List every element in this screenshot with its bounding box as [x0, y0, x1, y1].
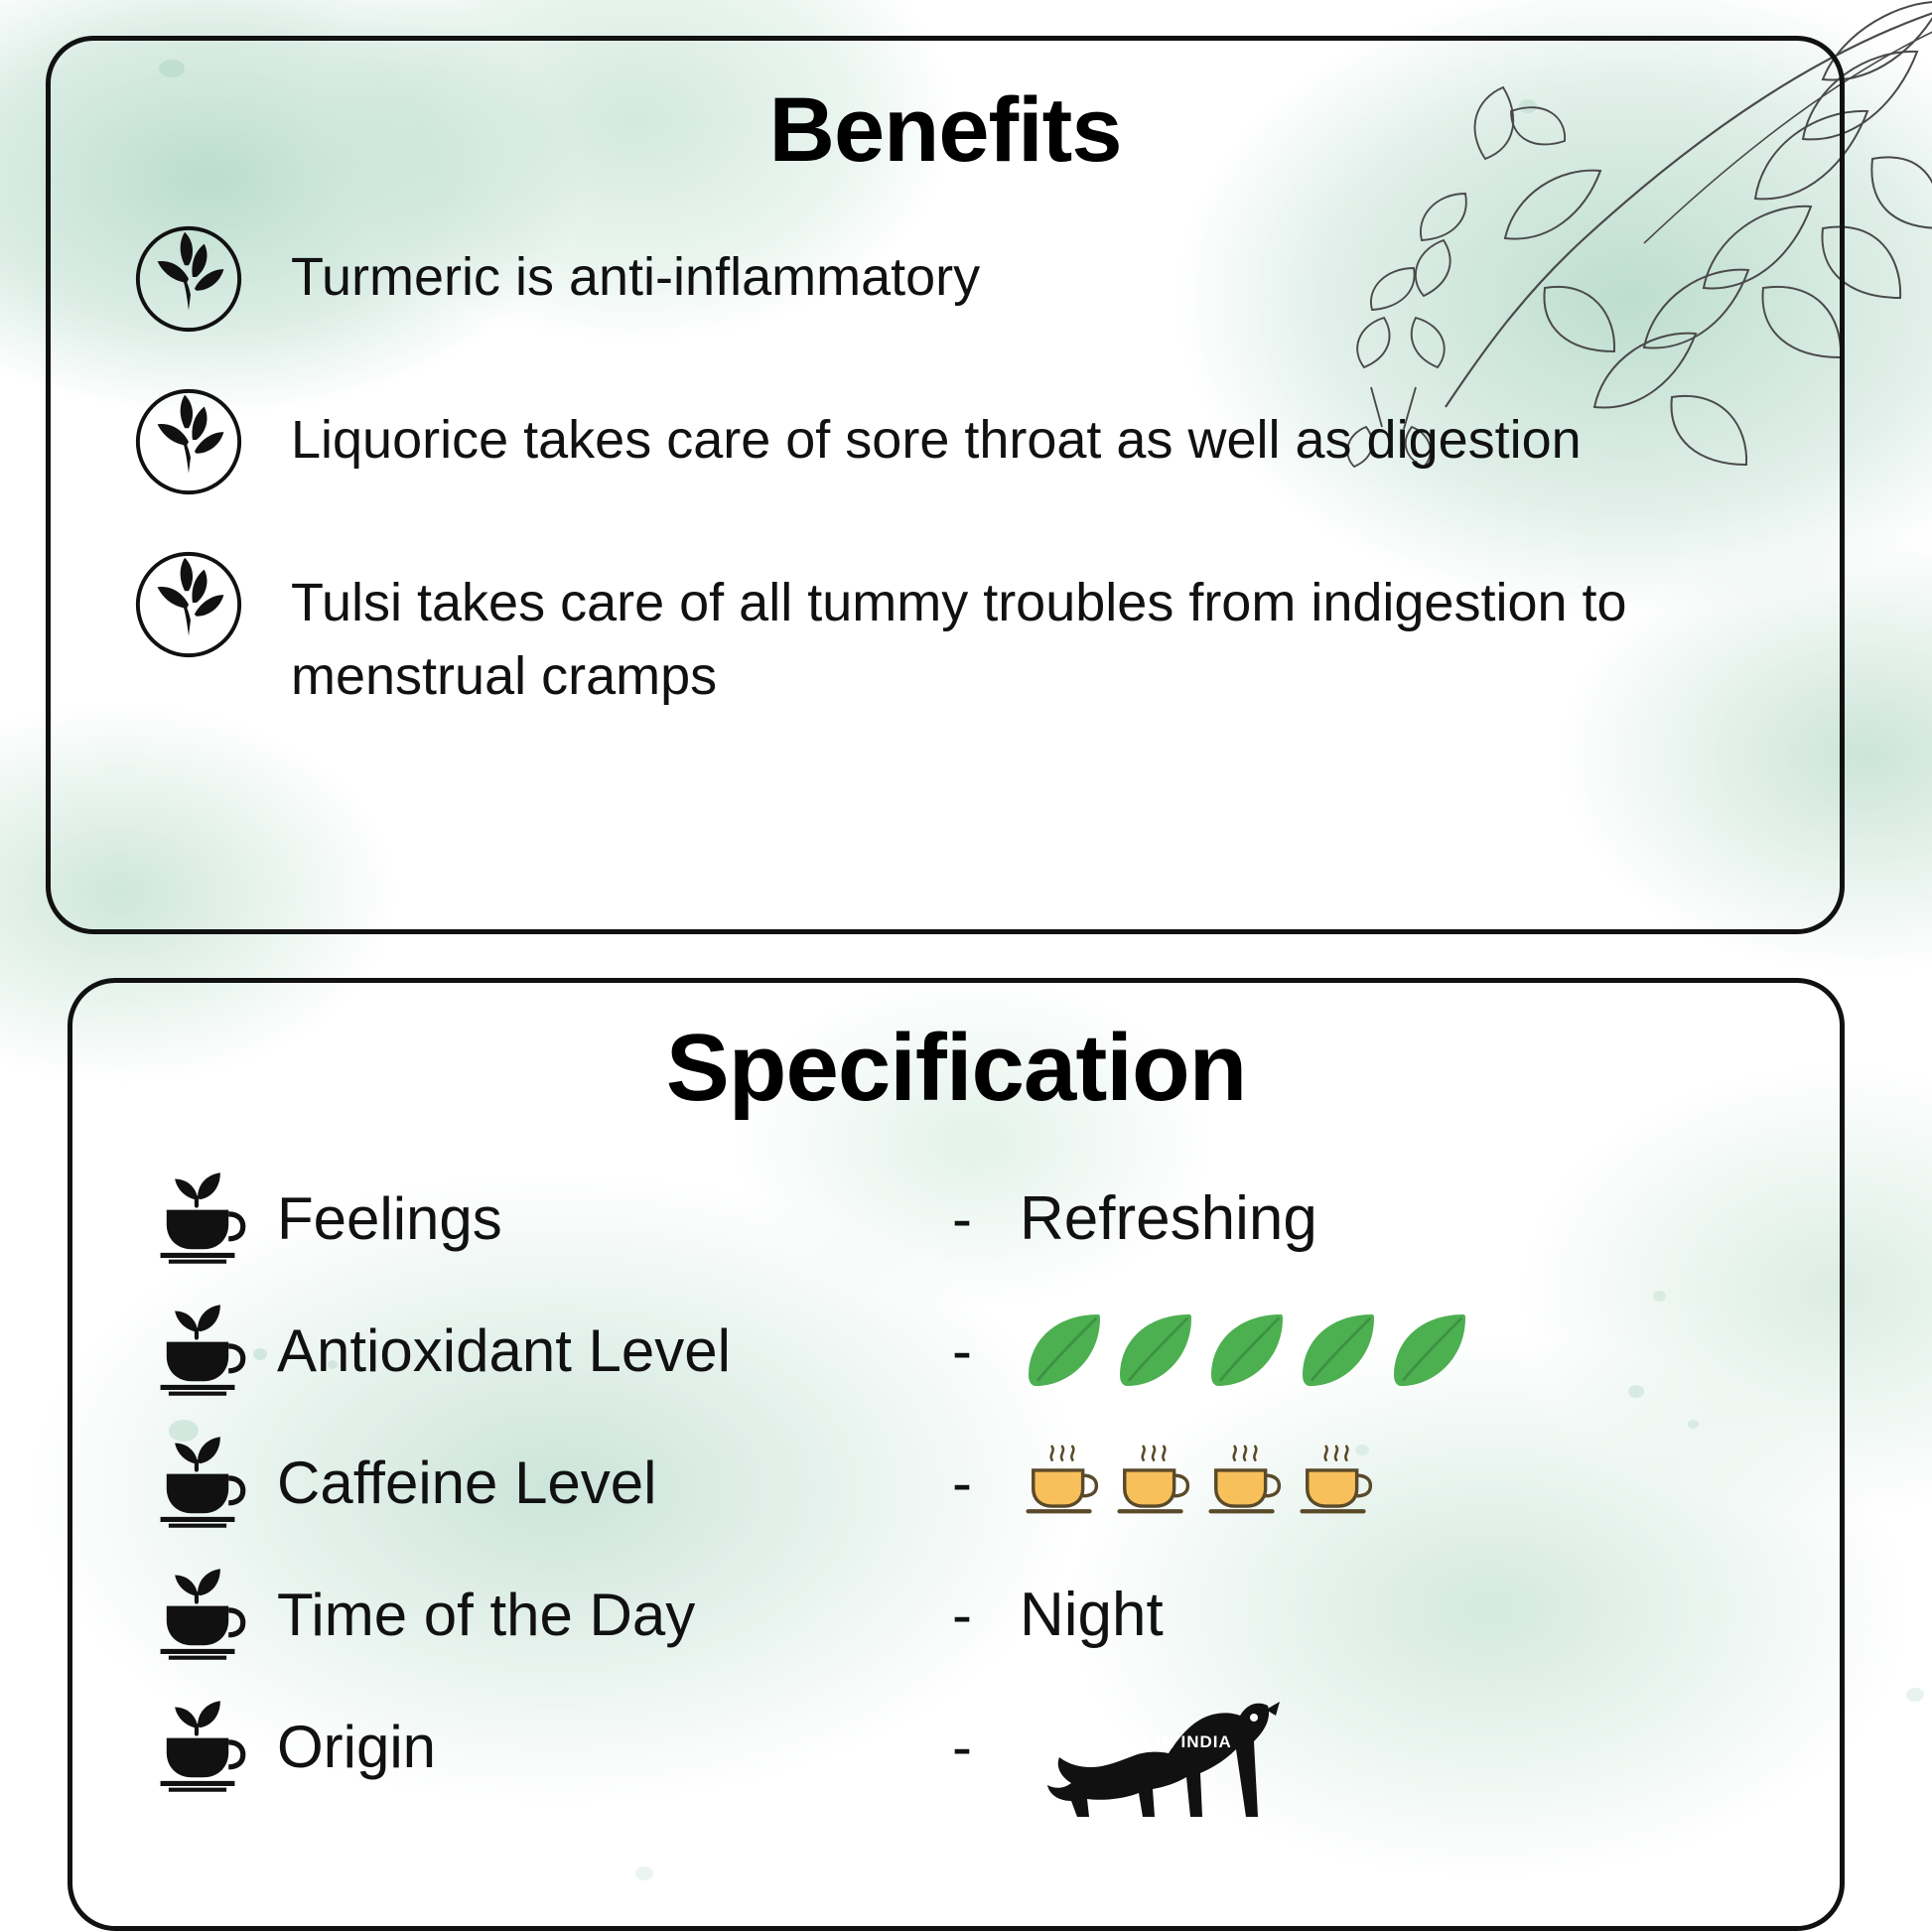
leaf-circle-icon — [130, 220, 247, 338]
leaf-icon — [1294, 1306, 1383, 1395]
benefit-text: Tulsi takes care of all tummy troubles from indigestion to menstrual cramps — [291, 572, 1627, 707]
spec-row — [146, 1153, 1840, 1285]
benefit-item — [130, 232, 1770, 338]
make-in-india-lion-icon — [1020, 1672, 1317, 1821]
spec-label: Feelings — [277, 1184, 502, 1252]
benefits-card — [46, 36, 1845, 934]
cup-rating — [1020, 1440, 1379, 1525]
spec-value-caffeine — [1020, 1440, 1379, 1525]
spec-row — [146, 1681, 1840, 1813]
spec-label: Origin — [277, 1713, 437, 1780]
spec-label: Antioxidant Level — [277, 1316, 731, 1384]
tea-cup-leaf-icon — [146, 1167, 249, 1270]
paint-splatter — [1906, 1688, 1924, 1702]
spec-separator: - — [952, 1581, 972, 1648]
leaf-circle-icon — [130, 546, 247, 663]
spec-value-antioxidant — [1020, 1306, 1474, 1395]
leaf-rating — [1020, 1306, 1474, 1395]
spec-row — [146, 1417, 1840, 1549]
benefit-text: Liquorice takes care of sore throat as well as digestion — [291, 409, 1582, 470]
leaf-icon — [1111, 1306, 1200, 1395]
specification-title: Specification — [665, 1015, 1247, 1121]
spec-row — [146, 1549, 1840, 1681]
tea-cup-leaf-icon — [146, 1431, 249, 1534]
tea-cup-leaf-icon — [146, 1695, 249, 1798]
benefits-list — [51, 232, 1840, 714]
benefit-text: Turmeric is anti-inflammatory — [291, 246, 981, 307]
spec-value-time: Night — [1020, 1580, 1164, 1649]
leaf-icon — [1202, 1306, 1292, 1395]
spec-value-feelings: Refreshing — [1020, 1183, 1317, 1253]
tea-cup-leaf-icon — [146, 1299, 249, 1402]
benefit-item — [130, 558, 1770, 714]
specification-card — [68, 978, 1845, 1931]
leaf-icon — [1020, 1306, 1109, 1395]
benefit-item — [130, 395, 1770, 500]
spec-row — [146, 1285, 1840, 1417]
benefits-title: Benefits — [768, 79, 1122, 181]
spec-value-origin — [1020, 1672, 1317, 1821]
steaming-cup-icon — [1111, 1440, 1196, 1525]
spec-separator: - — [952, 1184, 972, 1252]
spec-separator: - — [952, 1449, 972, 1516]
spec-label: Caffeine Level — [277, 1449, 657, 1516]
spec-separator: - — [952, 1713, 972, 1780]
make-in-india-label: MAKE IN INDIA — [1097, 1732, 1232, 1752]
leaf-circle-icon — [130, 383, 247, 500]
tea-cup-leaf-icon — [146, 1563, 249, 1666]
spec-separator: - — [952, 1316, 972, 1384]
leaf-icon — [1385, 1306, 1474, 1395]
steaming-cup-icon — [1202, 1440, 1288, 1525]
steaming-cup-icon — [1020, 1440, 1105, 1525]
spec-label: Time of the Day — [277, 1581, 696, 1648]
specification-list — [72, 1153, 1840, 1813]
steaming-cup-icon — [1294, 1440, 1379, 1525]
